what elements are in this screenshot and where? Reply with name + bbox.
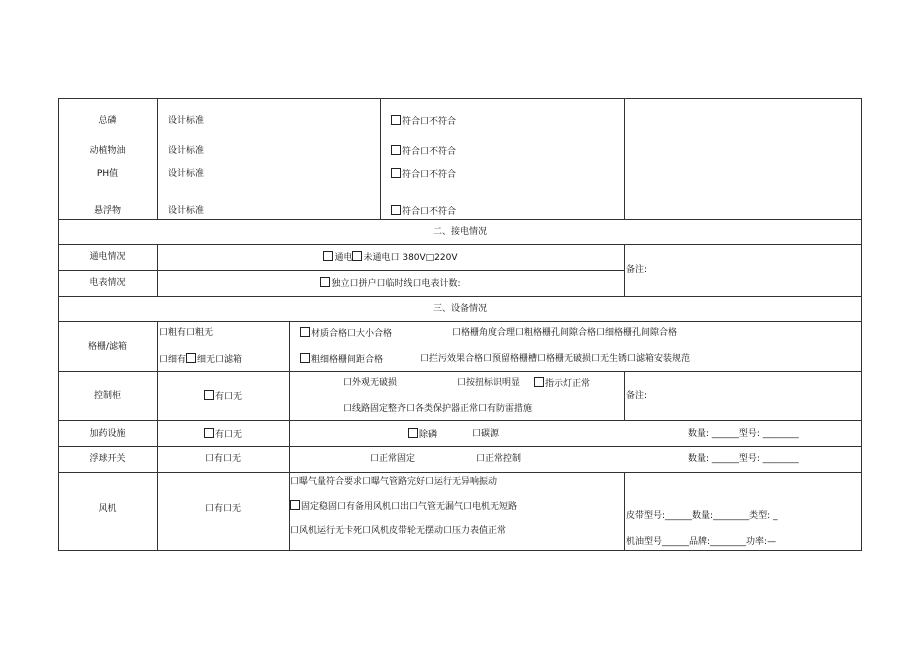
grille-check-line1b[interactable]: 口格栅角度合理口粗格栅孔间隙合格口细格栅孔间隙合格	[452, 328, 678, 338]
dosing-label: 加药设施	[89, 429, 126, 439]
checkbox-icon[interactable]	[186, 353, 196, 363]
checkbox-icon[interactable]	[204, 428, 214, 438]
oil-info[interactable]: 机油型号______品牌:________功率:—	[626, 537, 777, 547]
float-count-model[interactable]: 数量: ______型号: ________	[688, 454, 799, 464]
checkbox-icon[interactable]	[320, 277, 330, 287]
control-check-button[interactable]: 口按扭标识明显	[457, 378, 521, 388]
grille-fine-options[interactable]: 口细有 细无口滤箱	[159, 355, 243, 365]
checkbox-icon[interactable]	[534, 377, 544, 387]
remark-label: 备注:	[626, 391, 648, 401]
checkbox-icon[interactable]	[323, 251, 333, 261]
remark-label: 备注:	[626, 265, 648, 275]
row-label-suspended: 悬浮物	[93, 206, 121, 216]
fan-check-line2[interactable]: 固定稳固口有备用风机口出口气管无漏气口电机无短路	[290, 500, 517, 513]
checkbox-icon[interactable]	[290, 500, 300, 510]
meter-label: 电表情况	[89, 278, 126, 288]
result-options[interactable]: 符合口不符合	[391, 205, 456, 218]
checkbox-icon[interactable]	[300, 353, 310, 363]
row-label-total-phosphorus: 总磷	[98, 116, 117, 126]
control-has-options[interactable]: 有口无	[157, 390, 289, 403]
standard-text: 设计标准	[168, 206, 205, 216]
checkbox-icon[interactable]	[391, 168, 401, 178]
dosing-phosphorus-option[interactable]: 除磷	[408, 428, 437, 441]
belt-info[interactable]: 皮带型号:______数量:________类型: _	[626, 511, 778, 521]
power-label: 通电情况	[89, 252, 126, 262]
checkbox-icon[interactable]	[391, 205, 401, 215]
checkbox-icon[interactable]	[352, 251, 362, 261]
grille-label: 格栅/滤箱	[87, 342, 128, 352]
result-options[interactable]: 符合口不符合	[391, 145, 456, 158]
fan-check-line1[interactable]: 口曝气量符合要求口曝气管路完好口运行无异响振动	[290, 477, 498, 487]
float-control-option[interactable]: 口正常控制	[476, 454, 522, 464]
checkbox-icon[interactable]	[391, 145, 401, 155]
standard-text: 设计标准	[168, 116, 205, 126]
control-cabinet-label: 控制柜	[93, 391, 121, 401]
fan-check-line3[interactable]: 口风机运行无卡死口风机皮带轮无摆动口压力表值正常	[290, 526, 507, 536]
section-title-power: 二、接电情况	[432, 227, 487, 237]
dosing-carbon-option[interactable]: 口碳源	[472, 429, 500, 439]
row-label-animal-oil: 动植物油	[89, 146, 126, 156]
dosing-has-options[interactable]: 有口无	[157, 428, 289, 441]
checkbox-icon[interactable]	[391, 115, 401, 125]
grille-check-line2b[interactable]: 口拦污效果合格口预留格栅槽口格栅无破损口无生锈口滤箱安装规范	[420, 354, 691, 364]
grille-coarse-options[interactable]: 口粗有口粗无	[159, 328, 214, 338]
standard-text: 设计标准	[168, 146, 205, 156]
section-title-equipment: 三、设备情况	[432, 304, 487, 314]
meter-options[interactable]: 独立口拼户口临时线口电表计数:	[157, 277, 624, 290]
fan-label: 风机	[98, 504, 117, 514]
float-has-options[interactable]: 口有口无	[204, 454, 241, 464]
control-check-indicator[interactable]: 指示灯正常	[534, 377, 590, 390]
checkbox-icon[interactable]	[204, 390, 214, 400]
result-options[interactable]: 符合口不符合	[391, 168, 456, 181]
fan-has-options[interactable]: 口有口无	[204, 504, 241, 514]
control-check-line2[interactable]: 口线路固定整齐口各类保护器正常口有防雷措施	[343, 404, 533, 414]
grille-check-line1a[interactable]: 材质合格口大小合格	[300, 327, 392, 340]
dosing-count-model[interactable]: 数量: ______型号: ________	[688, 429, 799, 439]
control-check-appearance[interactable]: 口外观无破损	[343, 378, 398, 388]
power-options[interactable]: 通电 未通电口 380V□220V	[157, 251, 624, 264]
float-fixed-option[interactable]: 口正常固定	[370, 454, 416, 464]
checkbox-icon[interactable]	[300, 327, 310, 337]
standard-text: 设计标准	[168, 169, 205, 179]
row-label-ph: PH值	[96, 169, 119, 179]
grille-check-line2a[interactable]: 粗细格栅间距合格	[300, 353, 383, 366]
checkbox-icon[interactable]	[408, 428, 418, 438]
result-options[interactable]: 符合口不符合	[391, 115, 456, 128]
float-switch-label: 浮球开关	[89, 454, 126, 464]
